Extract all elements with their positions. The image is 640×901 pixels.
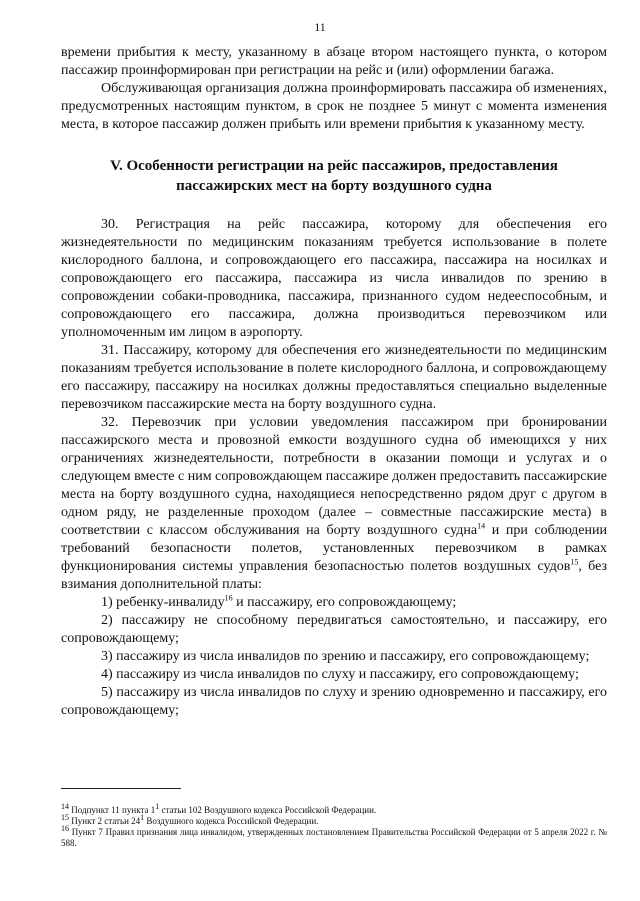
section-heading: V. Особенности регистрации на рейс пассажиров, предоставления пассажирских мест на борту воздушного судна — [110, 158, 558, 194]
list-item-4: 4) пассажиру из числа инвалидов по слуху и пассажиру, его сопровождающему; — [101, 667, 579, 682]
paragraph-32 — [61, 414, 607, 594]
item1-text: 1) ребенку-инвалиду — [101, 595, 225, 610]
paragraph-continued: времени прибытия к месту, указанному в абзаце втором настоящего пункта, о котором пассажир проинформирован при регистрации на рейс и (или) оформлении багажа. — [61, 45, 607, 78]
footnote-15-sup: 1 — [140, 813, 145, 822]
list-item-5: 5) пассажиру из числа инвалидов по слуху и зрению одновременно и пассажиру, его сопровождающему; — [61, 685, 607, 718]
footnote-15-text: Пункт 2 статьи 24 — [69, 816, 141, 826]
footnote-mark-16: 16 — [61, 824, 69, 833]
footnotes — [61, 802, 607, 849]
document-body — [61, 44, 607, 720]
footnote-ref-16: 16 — [224, 593, 233, 603]
footnote-ref-14: 14 — [477, 521, 486, 531]
footnote-15-text-after: Воздушного кодекса Российской Федерации. — [144, 816, 319, 826]
footnote-14-sup: 1 — [155, 802, 160, 811]
footnote-14-text-after: статьи 102 Воздушного кодекса Российской Федерации. — [159, 805, 377, 815]
list-item-3: 3) пассажиру из числа инвалидов по зрению и пассажиру, его сопровождающему; — [101, 649, 590, 664]
p32-part1: 32. Перевозчик при условии уведомления пассажиром при бронировании пассажирского места и провозной емкости воздушного судна об имеющихся у них ограничениях жизнедеятельности, потребности в оказании помощи и услугах и о следующем вместе с ним сопровождающем пассажире должен предоставить пассажирские места на борту воздушного судна, находящиеся непосредственно рядом друг с другом в одном ряду, не разделенные проходом (далее – совместные пассажирские места) в соответствии с классом обслуживания на борту воздушного судна — [61, 415, 607, 538]
item1-text-after: и пассажиру, его сопровождающему; — [232, 595, 457, 610]
footnote-16-text: Пункт 7 Правил признания лица инвалидом, утвержденных постановлением Правительства Российской Федерации от 5 апреля 2022 г. № 588. — [61, 827, 607, 848]
footnote-16 — [61, 824, 607, 849]
list-item-2: 2) пассажиру не способному передвигаться самостоятельно, и пассажиру, его сопровождающему; — [61, 613, 607, 646]
page-number: 11 — [314, 20, 326, 34]
p32-part2: и при соблюдении требований безопасности полетов, установленных перевозчиком в рамках функционирования системы управления безопасностью полетов воздушных судов — [61, 523, 607, 574]
footnote-mark-15: 15 — [61, 813, 69, 822]
p32-part3: , без взимания дополнительной платы: — [61, 559, 607, 592]
paragraph-notification: Обслуживающая организация должна проинформировать пассажира об изменениях, предусмотренных настоящим пунктом, в срок не позднее 5 минут с момента изменения места, в которое пассажир должен прибыть или времени прибытия к указанному месту. — [61, 81, 607, 132]
footnote-separator — [61, 788, 181, 789]
footnote-mark-14: 14 — [61, 802, 69, 811]
list-item-1 — [61, 594, 607, 612]
paragraph-30: 30. Регистрация на рейс пассажира, которому для обеспечения его жизнедеятельности по медицинским показаниям требуется использование в полете кислородного баллона, и сопровождающего его пассажира, пассажира на носилках и сопровождающего его пассажира, пассажира из числа инвалидов по зрению в сопровождении собаки-проводника, пассажира, признанного судом недееспособным, и сопровождающего его пассажира, должна производиться перевозчиком или уполномоченным им лицом в аэропорту. — [61, 217, 607, 340]
footnote-ref-15: 15 — [570, 557, 579, 567]
footnote-14-text: Подпункт 11 пункта 1 — [69, 805, 156, 815]
paragraph-31: 31. Пассажиру, которому для обеспечения его жизнедеятельности по медицинским показаниям требуется использование в полете кислородного баллона, и сопровождающему его пассажиру, пассажиру на носилках должны предоставляться специально выделенные перевозчиком пассажирские места на борту воздушного судна. — [61, 343, 607, 412]
footnote-15 — [61, 813, 607, 827]
